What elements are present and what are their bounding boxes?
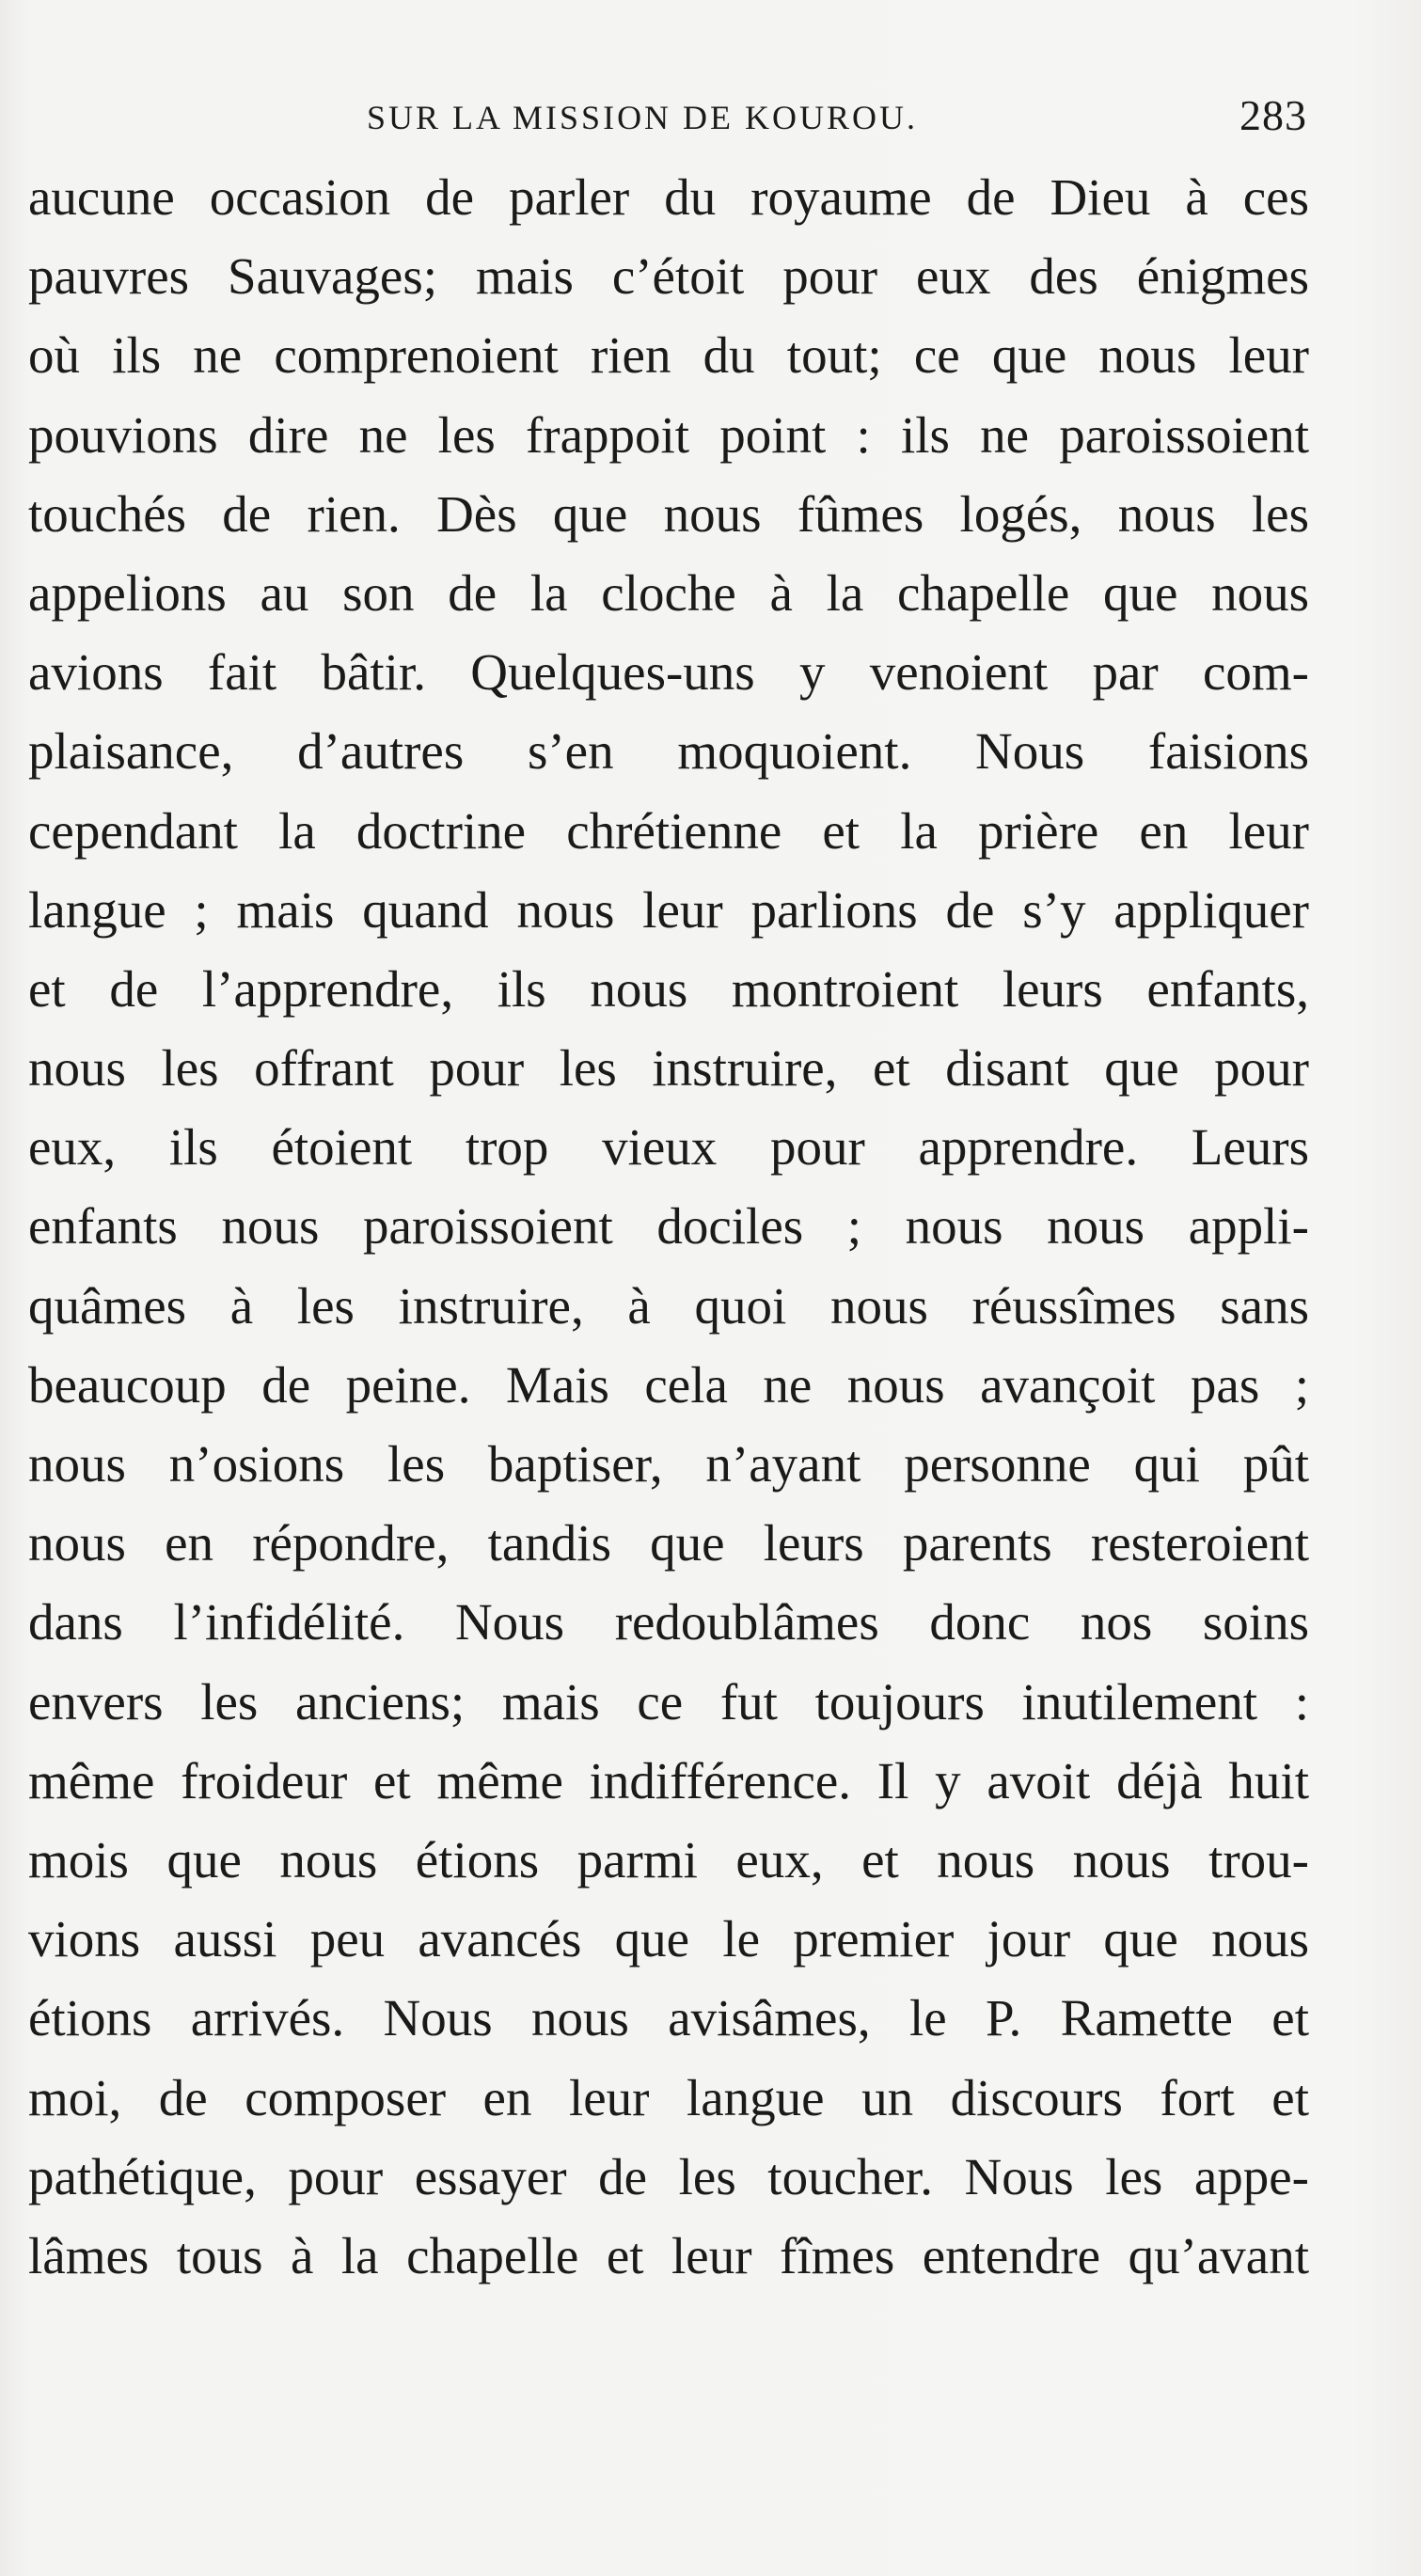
text-line: aucune occasion de parler du royaume de Dieu à ces: [28, 168, 1309, 226]
text-line: nous n’osions les baptiser, n’ayant personne qui pût: [28, 1435, 1309, 1493]
text-line: étions arrivés. Nous nous avisâmes, le P. Ramette et: [28, 1989, 1309, 2047]
text-line: pathétique, pour essayer de les toucher. Nous les appe-: [28, 2147, 1309, 2205]
text-line: eux, ils étoient trop vieux pour apprendre. Leurs: [28, 1118, 1309, 1177]
text-line: vions aussi peu avancés que le premier jour que nous: [28, 1910, 1309, 1968]
text-line: beaucoup de peine. Mais cela ne nous avançoit pas ;: [28, 1355, 1309, 1414]
page-header: [28, 87, 1307, 143]
text-line: envers les anciens; mais ce fut toujours inutilement :: [28, 1672, 1309, 1731]
text-line: mois que nous étions parmi eux, et nous nous trou-: [28, 1830, 1309, 1889]
text-line: langue ; mais quand nous leur parlions de s’y appliquer: [28, 880, 1309, 939]
running-title: SUR LA MISSION DE KOUROU.: [367, 99, 919, 136]
body-text: [28, 158, 1309, 2296]
text-line: pauvres Sauvages; mais c’étoit pour eux des énigmes: [28, 247, 1309, 306]
text-line: pouvions dire ne les frappoit point : ils ne paroissoient: [28, 405, 1309, 464]
text-line: nous en répondre, tandis que leurs parents resteroient: [28, 1514, 1309, 1572]
text-line: lâmes tous à la chapelle et leur fîmes entendre qu’avant: [28, 2226, 1309, 2284]
text-line: nous les offrant pour les instruire, et disant que pour: [28, 1039, 1309, 1098]
text-line: même froideur et même indifférence. Il y avoit déjà huit: [28, 1751, 1309, 1810]
text-line: quâmes à les instruire, à quoi nous réussîmes sans: [28, 1276, 1309, 1335]
text-line: plaisance, d’autres s’en moquoient. Nous faisions: [28, 722, 1309, 781]
text-line: dans l’infidélité. Nous redoublâmes donc nos soins: [28, 1593, 1309, 1651]
text-line: où ils ne comprenoient rien du tout; ce que nous leur: [28, 326, 1309, 385]
text-line: cependant la doctrine chrétienne et la prière en leur: [28, 801, 1309, 860]
text-line: avions fait bâtir. Quelques-uns y venoient par com-: [28, 643, 1309, 702]
text-line: touchés de rien. Dès que nous fûmes logés, nous les: [28, 484, 1309, 543]
page-number: 283: [1239, 91, 1307, 139]
text-line: moi, de composer en leur langue un discours fort et: [28, 2068, 1309, 2126]
text-line: appelions au son de la cloche à la chapelle que nous: [28, 563, 1309, 622]
text-line: et de l’apprendre, ils nous montroient leurs enfants,: [28, 959, 1309, 1018]
text-line: enfants nous paroissoient dociles ; nous nous appli-: [28, 1197, 1309, 1256]
